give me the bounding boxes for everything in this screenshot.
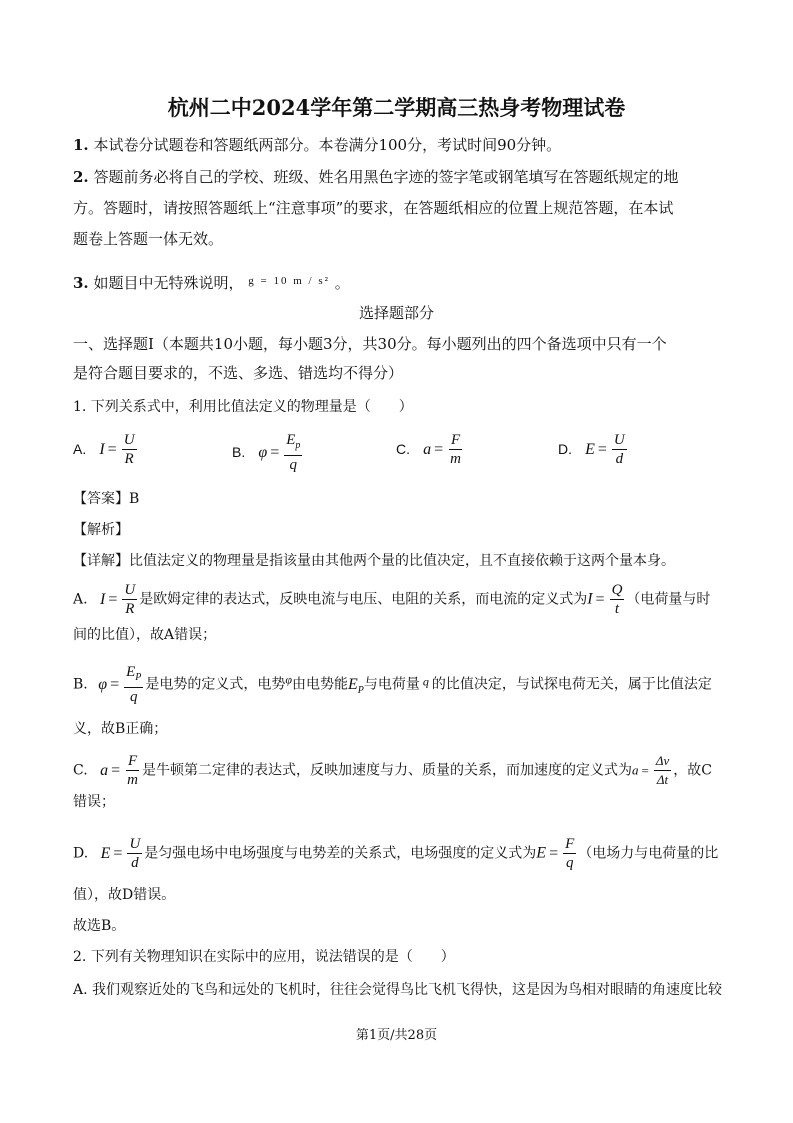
explanation-d-line-2: 值），故D错误。 <box>73 887 176 903</box>
question-2-stem: 2. 下列有关物理知识在实际中的应用，说法错误的是（ ） <box>73 949 455 965</box>
instruction-text: 答题前务必将自己的学校、班级、姓名用黑色字迹的签字笔或钢笔填写在答题纸规定的地 <box>93 168 679 186</box>
numerator: E <box>286 432 296 448</box>
question-1-stem: 1. 下列关系式中，利用比值法定义的物理量是（ ） <box>73 399 413 415</box>
explanation-b-line-2: 义，故B正确； <box>73 721 168 737</box>
option-label: A. <box>73 441 87 457</box>
question-2-option-a: A. 我们观察近处的飞鸟和远处的飞机时，往往会觉得鸟比飞机飞得快，这是因为鸟相对眼睛的角速度比较 <box>73 982 723 998</box>
answer-label: 【答案】 <box>73 491 129 507</box>
instruction-2 <box>73 166 678 188</box>
option-label: C. <box>396 441 410 457</box>
fraction <box>122 432 137 467</box>
formula-lhs: φ <box>258 444 268 461</box>
numerator-subscript: p <box>295 440 301 451</box>
formula-lhs: E <box>585 441 595 458</box>
explanation-label: A. <box>73 591 88 608</box>
option-label: D. <box>558 441 572 457</box>
fraction <box>612 432 627 467</box>
explanation-text: （电场力与电荷量的比 <box>578 845 719 862</box>
explanation-a-line-2: 间的比值），故A错误； <box>73 627 217 643</box>
instruction-number: 1. <box>73 136 89 154</box>
explanation-label: B. <box>73 676 88 693</box>
explanation-text: 的比值决定，与试探电荷无关，属于比值法定 <box>431 676 712 693</box>
instruction-number: 3. <box>73 274 89 292</box>
denominator: d <box>615 451 624 467</box>
answer-line <box>73 488 139 510</box>
instruction-text: 本试卷分试题卷和答题纸两部分。本卷满分100分，考试时间90分钟。 <box>93 136 562 154</box>
page-number: 第1页/共28页 <box>355 1028 438 1043</box>
explanation-text: 是牛顿第二定律的表达式，反映加速度与力、质量的关系，而加速度的定义式为 <box>142 762 632 779</box>
numerator: U <box>613 432 625 448</box>
explanation-a: A. I = $\frac{U}{R}$ 是欧姆定律的表达式，反映电流与电压、电阻的关系，而电流的定义式为I = $\frac{Q}{t}$ （电荷量与时 <box>73 582 711 617</box>
instruction-number: 2. <box>73 168 89 186</box>
option-a: A. I = $\frac{U}{R}$ <box>73 432 135 467</box>
explanation-label: C. <box>73 762 88 779</box>
section-intro-line-1: 一、选择题Ⅰ（本题共10小题，每小题3分，共30分。每小题列出的四个备选项中只有一个 <box>73 335 667 353</box>
explanation-text: 是电势的定义式，电势 <box>145 676 286 693</box>
denominator: m <box>450 451 461 467</box>
explanation-c-line-2: 错误； <box>73 794 115 810</box>
explanation-c: C. a = $\frac{F}{m}$ 是牛顿第二定律的表达式，反映加速度与力、质量的关系，而加速度的定义式为a = $\frac{\Delta v}{\Delta t}$ ，故C <box>73 753 712 788</box>
option-b: B. φ = $\frac{E_p}{q}$ <box>232 432 301 473</box>
instruction-text: 如题目中无特殊说明， <box>93 274 244 292</box>
explanation-text: 是匀强电场中电场强度与电势差的关系式，电场强度的定义式为 <box>144 845 537 862</box>
explanation-text: 由电势能 <box>292 676 349 693</box>
detail-text: 【详解】比值法定义的物理量是指该量由其他两个量的比值决定，且不直接依赖于这两个量本身。 <box>73 553 675 569</box>
explanation-text: 是欧姆定律的表达式，反映电流与电压、电阻的关系，而电流的定义式为 <box>139 591 588 608</box>
conclusion: 故选B。 <box>73 918 126 934</box>
denominator: q <box>289 457 298 473</box>
instruction-3 <box>73 270 350 294</box>
answer-value: B <box>129 491 140 507</box>
explanation-text: 与电荷量 <box>363 676 420 693</box>
page-title: 杭州二中2024学年第二学期高三热身考物理试卷 <box>167 95 626 120</box>
instruction-1 <box>73 134 561 156</box>
fraction <box>284 432 302 473</box>
numerator: U <box>123 432 135 448</box>
section-intro-line-2: 是符合题目要求的，不选、多选、错选均不得分） <box>73 364 404 382</box>
fraction <box>448 432 463 467</box>
numerator: F <box>450 432 461 448</box>
explanation-d: D. E = $\frac{U}{d}$ 是匀强电场中电场强度与电势差的关系式，电场强度的定义式为E = $\frac{F}{q}$ （电场力与电荷量的比 <box>73 836 719 871</box>
explanation-label: D. <box>73 845 89 862</box>
explanation-text: ，故C <box>673 762 712 779</box>
explanation-text: （电荷量与时 <box>626 591 711 608</box>
denominator: R <box>124 451 134 467</box>
instruction-2-line-2: 方。答题时，请按照答题纸上“注意事项”的要求，在答题纸相应的位置上规范答题，在本试 <box>73 199 674 217</box>
section-title: 选择题部分 <box>358 304 434 322</box>
option-c: C. a = $\frac{F}{m}$ <box>396 432 461 467</box>
analysis-label: 【解析】 <box>73 522 129 538</box>
option-d: D. E = $\frac{U}{d}$ <box>558 432 625 467</box>
formula-lhs: I <box>99 441 105 458</box>
option-label: B. <box>232 444 246 460</box>
gravity-formula: g = 10 m / s² <box>248 275 330 287</box>
instruction-end: 。 <box>334 274 350 292</box>
formula-lhs: a <box>423 441 432 458</box>
explanation-b: B. φ = $\frac{E_P}{q}$ 是电势的定义式，电势φ由电势能$E_P$与电荷量 q 的比值决定，与试探电荷无关，属于比值法定 <box>73 664 712 705</box>
instruction-2-line-3: 题卷上答题一体无效。 <box>73 230 224 248</box>
